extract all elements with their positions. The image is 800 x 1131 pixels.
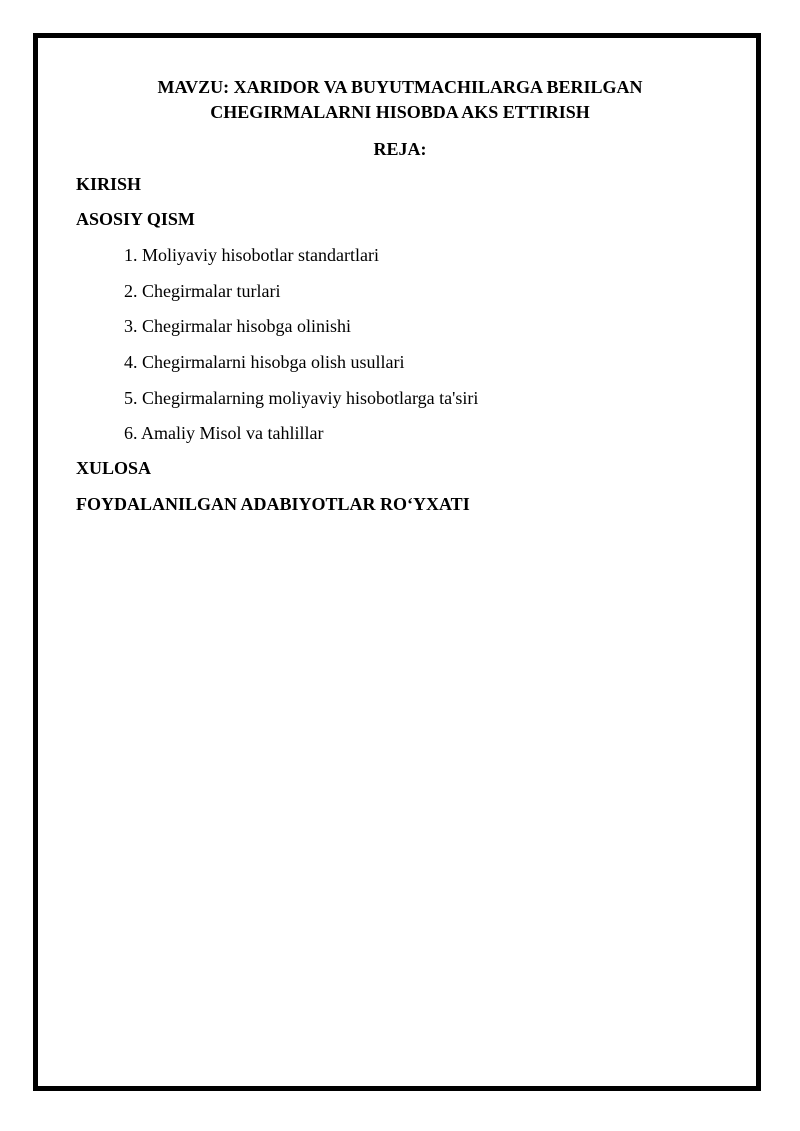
list-item: 2. Chegirmalar turlari (124, 280, 281, 301)
section-conclusion: XULOSA (76, 458, 152, 478)
list-item: 1. Moliyaviy hisobotlar standartlari (124, 245, 379, 265)
list-item: 4. Chegirmalarni hisobga olish usullari (124, 352, 405, 373)
page-border (33, 33, 761, 1091)
document-title-line-2: CHEGIRMALARNI HISOBDA AKS ETTIRISH (210, 102, 590, 122)
plan-heading: REJA: (373, 139, 427, 159)
main-part-list (124, 243, 478, 457)
list-item: 6. Amaliy Misol va tahlillar (124, 423, 324, 444)
section-references: FOYDALANILGAN ADABIYOTLAR RO‘YXATI (76, 494, 470, 514)
list-item: 3. Chegirmalar hisobga olinishi (124, 316, 351, 337)
section-main-part: ASOSIY QISM (76, 209, 195, 229)
section-intro: KIRISH (76, 174, 142, 194)
list-item: 5. Chegirmalarning moliyaviy hisobotlarga ta'siri (124, 387, 479, 408)
document-title-line-1: MAVZU: XARIDOR VA BUYUTMACHILARGA BERILGAN (157, 77, 643, 97)
